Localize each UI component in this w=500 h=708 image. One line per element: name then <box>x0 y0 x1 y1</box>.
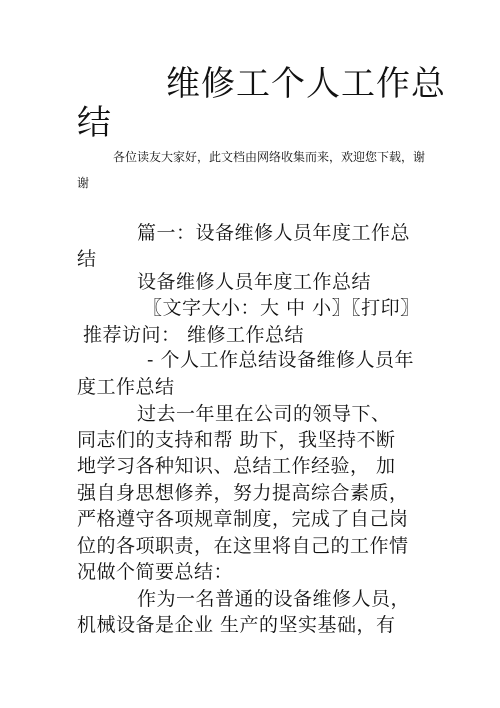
body-line-8: 过去一年里在公司的领导下、 <box>137 403 391 425</box>
document-title-line-1: 维修工个人工作总 <box>166 64 446 104</box>
body-line-7: 度工作总结 <box>77 376 175 398</box>
body-line-15: 作为一名普通的设备维修人员， <box>137 588 411 610</box>
body-line-13: 位的各项职责，在这里将自己的工作情 <box>77 535 409 557</box>
document-title-line-2: 结 <box>77 103 112 143</box>
body-line-14: 况做个简要总结： <box>77 561 234 583</box>
body-line-5: 推荐访问： 维修工作总结 <box>83 324 305 346</box>
body-line-10: 地学习各种知识、总结工作经验， 加 <box>77 455 396 477</box>
body-line-4: 〖文字大小：大 中 小〗〖打印〗 <box>143 297 420 319</box>
body-line-16: 机械设备是企业 生产的坚实基础，有 <box>77 614 396 636</box>
body-line-1: 篇一：设备维修人员年度工作总 <box>137 222 411 244</box>
body-line-6: - 个人工作总结设备维修人员年 <box>147 349 414 371</box>
body-line-9: 同志们的支持和帮 助下，我坚持不断 <box>77 429 396 451</box>
body-line-11: 强自身思想修养，努力提高综合素质， <box>77 482 409 504</box>
download-note-line-1: 各位读友大家好，此文档由网络收集而来，欢迎您下载，谢 <box>113 150 426 164</box>
body-line-12: 严格遵守各项规章制度，完成了自己岗 <box>77 508 409 530</box>
download-note-line-2: 谢 <box>77 176 90 190</box>
body-line-3: 设备维修人员年度工作总结 <box>137 271 372 293</box>
body-line-2: 结 <box>77 248 97 270</box>
